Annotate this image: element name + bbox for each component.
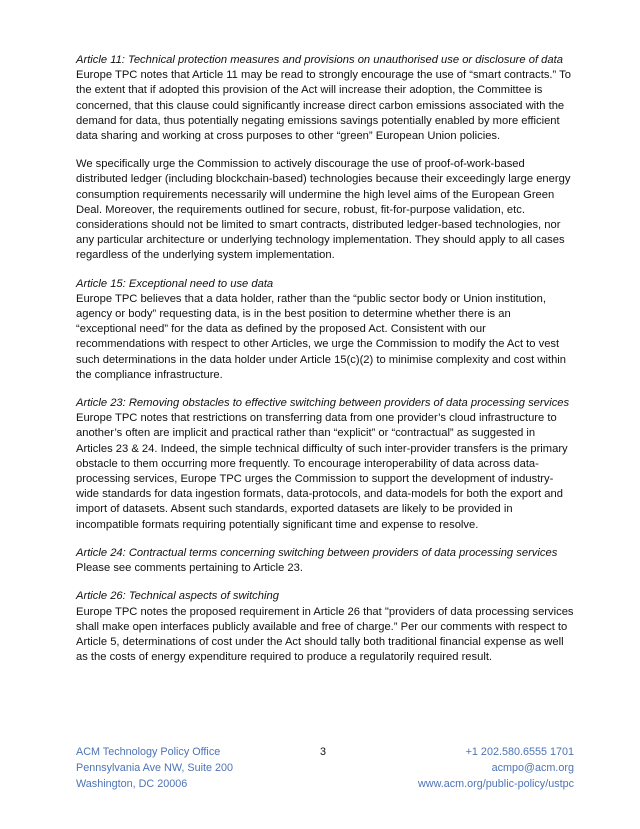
section-heading: Article 23: Removing obstacles to effective switching between providers of data processing services [76,397,570,410]
footer-city: Washington, DC 20006 [76,778,188,790]
footer-contact [418,744,574,792]
paragraph: Please see comments pertaining to Article 23. [76,562,303,575]
section-article-23 [76,396,574,533]
footer-email[interactable]: acmpo@acm.org [491,762,574,774]
document-body [76,53,574,678]
section-heading: Article 15: Exceptional need to use data [76,277,274,290]
page-footer [76,744,574,796]
footer-phone: +1 202.580.6555 1701 [465,746,574,758]
footer-street: Pennsylvania Ave NW, Suite 200 [76,762,234,774]
section-heading: Article 11: Technical protection measures and provisions on unauthorised use or disclosure of data [76,54,563,66]
paragraph: Europe TPC notes that Article 11 may be read to strongly encourage the use of “smart contracts.” To the extent that if adopted this provision of the Act will increase their adoption, the Committee is concerned, that this clause could significantly increase direct carbon emissions associated with the demand for data, thus potentially negating emissions savings potentially enabled by more efficient data sharing and working at cross purposes to other “green” European Union policies. [76,69,571,143]
paragraph: Europe TPC notes the proposed requirement in Article 26 that "providers of data processing services shall make open interfaces publicly available and free of charge.” Per our comments with respect to Article 5, determinations of cost under the Act should tally both traditional financial expense as well as the costs of energy expenditure required to produce a regulatorily required result. [76,605,574,664]
section-heading: Article 26: Technical aspects of switching [76,590,279,603]
page-number: 3 [320,746,327,758]
footer-website[interactable]: www.acm.org/public-policy/ustpc [417,778,574,790]
paragraph: We specifically urge the Commission to actively discourage the use of proof-of-work-based distributed ledger (including blockchain-based) technologies because their exceedingly large energy consumption requirements necessarily will undermine the high level aims of the European Green Deal. Moreover, the requirements outlined for secure, robust, fit-for-purpose validation, etc. considerations should not be limited to smart contracts, distributed ledger-based technologies, nor any particular architecture or underlying technology implementation. They should apply to all cases regardless of the underlying system implementation. [76,158,571,262]
section-article-24 [76,546,574,576]
footer-office: ACM Technology Policy Office [76,746,221,758]
section-heading: Article 24: Contractual terms concerning switching between providers of data processing services [76,546,558,559]
section-article-15 [76,277,574,383]
footer-address [76,744,233,792]
section-article-11 [76,53,574,264]
section-article-26 [76,589,574,665]
paragraph: Europe TPC believes that a data holder, rather than the “public sector body or Union institution, agency or body” requesting data, is in the best position to determine whether there is an “exceptional need” for the data as defined by the proposed Act. Consistent with our recommendations with respect to other Articles, we urge the Commission to modify the Act to vest such determinations in the data holder under Article 15(c)(2) to minimise complexity and cost within the compliance infrastructure. [76,292,566,381]
paragraph: Europe TPC notes that restrictions on transferring data from one provider’s cloud infrastructure to another’s often are implicit and practical rather than “explicit” or “contractual” as suggested in Articles 23 & 24. Indeed, the simple technical difficulty of such inter-provider transfers is the primary obstacle to them occurring more frequently. To encourage interoperability of data across data-processing services, Europe TPC urges the Commission to support the development of industry-wide standards for data ingestion formats, data-protocols, and data-models for both the export and import of datasets. Absent such standards, exported datasets are likely to be provided in incompatible formats requiring potentially significant time and expense to resolve. [76,412,568,531]
